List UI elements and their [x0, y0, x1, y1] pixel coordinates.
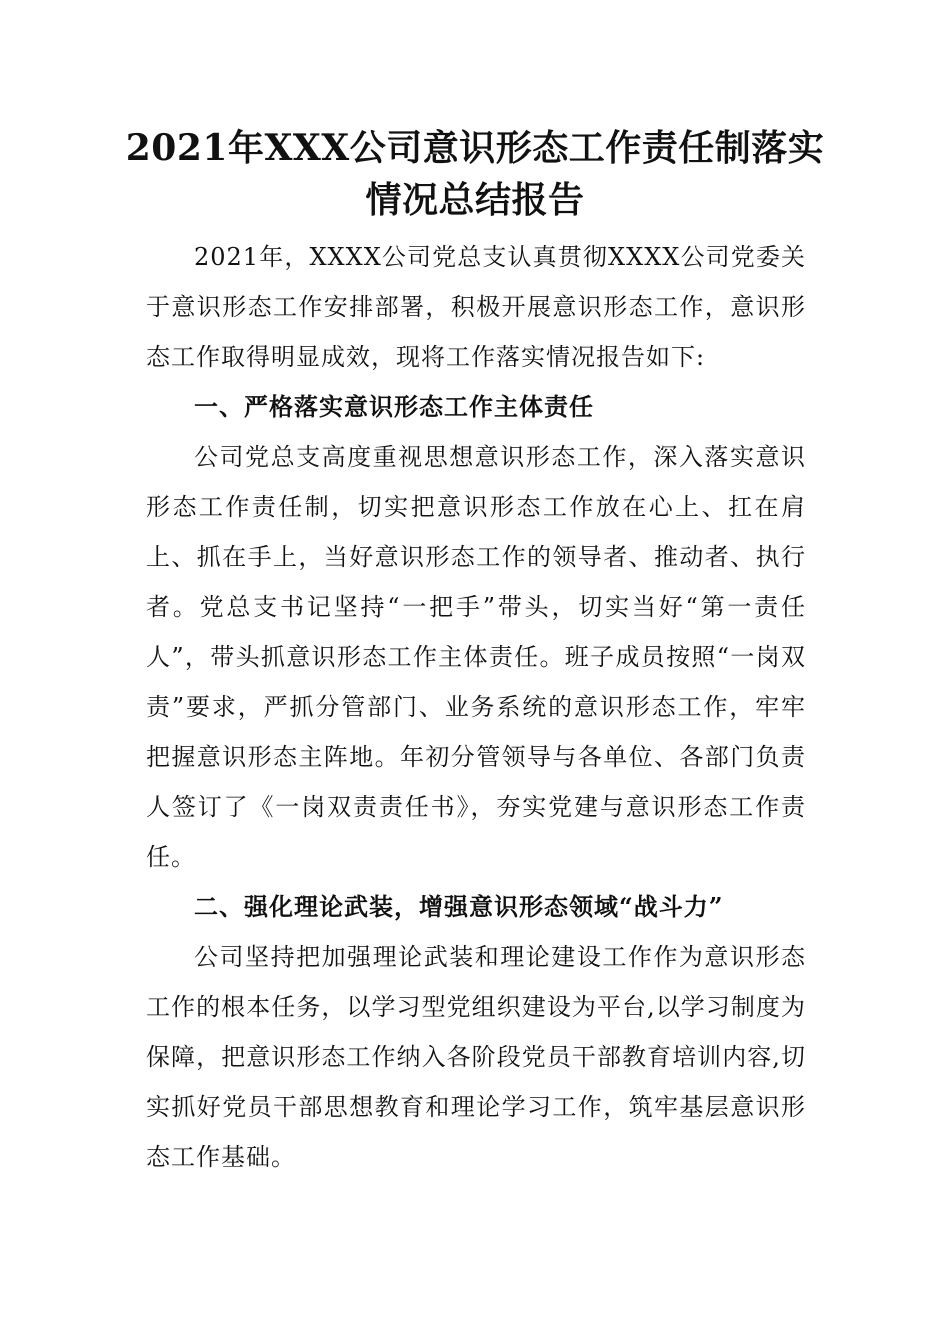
- section-2-paragraph: 公司坚持把加强理论武装和理论建设工作作为意识形态工作的根本任务，以学习型党组织建设为平台,以学习制度为保障，把意识形态工作纳入各阶段党员干部教育培训内容,切实抓好党员干部思想教育和理论学习工作，筑牢基层意识形态工作基础。: [146, 943, 806, 1171]
- document-body: [146, 232, 806, 1182]
- intro-paragraph: 2021年，XXXX公司党总支认真贯彻XXXX公司党委关于意识形态工作安排部署，积极开展意识形态工作，意识形态工作取得明显成效，现将工作落实情况报告如下:: [146, 243, 806, 371]
- section-heading-2: 二、强化理论武装，增强意识形态领域“战斗力”: [194, 892, 724, 921]
- document-title: 2021年XXX公司意识形态工作责任制落实情况总结报告: [125, 127, 825, 221]
- section-heading-1: 一、严格落实意识形态工作主体责任: [194, 392, 594, 421]
- section-1-paragraph: 公司党总支高度重视思想意识形态工作，深入落实意识形态工作责任制，切实把意识形态工作放在心上、扛在肩上、抓在手上，当好意识形态工作的领导者、推动者、执行者。党总支书记坚持“一把手”带头，切实当好“第一责任人”，带头抓意识形态工作主体责任。班子成员按照“一岗双责”要求，严抓分管部门、业务系统的意识形态工作，牢牢把握意识形态主阵地。年初分管领导与各单位、各部门负责人签订了《一岗双责责任书》，夯实党建与意识形态工作责任。: [146, 443, 806, 871]
